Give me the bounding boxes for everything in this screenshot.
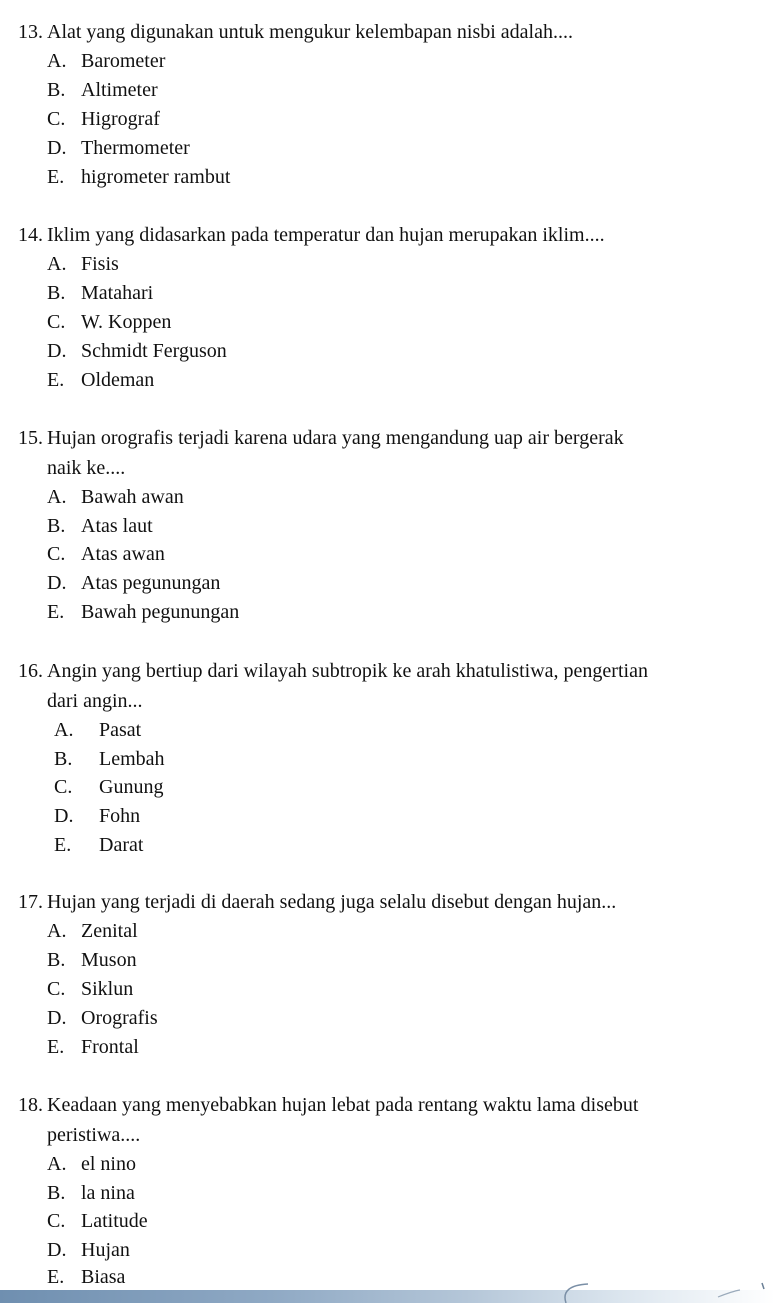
option-text: Frontal [81,1036,139,1058]
option-a [54,716,141,744]
question-text [18,18,573,46]
option-letter: E. [47,369,65,391]
option-text: higrometer rambut [81,166,231,188]
question-line: Angin yang bertiup dari wilayah subtropik ke arah khatulistiwa, pengertian [47,660,648,682]
option-letter: D. [54,805,74,827]
option-text: Fisis [81,253,119,275]
question-number: 18. [18,1094,43,1116]
option-letter: A. [47,920,67,942]
question-line: Hujan orografis terjadi karena udara yang mengandung uap air bergerak [47,427,624,449]
option-text: Gunung [99,776,164,798]
option-text: Oldeman [81,369,155,391]
option-text: Darat [99,834,144,856]
option-letter: A. [47,50,67,72]
option-text: Hujan [81,1239,130,1261]
option-letter: E. [47,1266,65,1288]
option-e [47,598,239,626]
option-letter: A. [54,719,74,741]
option-text: Thermometer [81,137,190,159]
option-d [47,569,220,597]
option-letter: E. [47,1036,65,1058]
option-a [47,483,184,511]
option-letter: C. [47,1210,66,1232]
option-c [47,105,160,133]
option-letter: B. [47,282,66,304]
option-letter: C. [47,108,66,130]
option-c [47,975,133,1003]
question-text [18,221,605,249]
option-letter: A. [47,1153,67,1175]
option-d [47,1004,158,1032]
option-text: Zenital [81,920,138,942]
option-text: Muson [81,949,137,971]
question-line: Keadaan yang menyebabkan hujan lebat pada rentang waktu lama disebut [47,1094,639,1116]
option-a [47,1150,136,1178]
option-text: Fohn [99,805,141,827]
question-number: 16. [18,660,43,682]
option-letter: E. [47,601,65,623]
option-text: el nino [81,1153,136,1175]
question-line: Hujan yang terjadi di daerah sedang juga selalu disebut dengan hujan... [47,891,617,913]
option-letter: C. [54,776,73,798]
option-letter: A. [47,486,67,508]
option-text: Orografis [81,1007,158,1029]
option-letter: D. [47,340,67,362]
option-b [47,946,137,974]
option-text: Matahari [81,282,154,304]
option-letter: E. [54,834,72,856]
option-letter: D. [47,137,67,159]
option-text: Schmidt Ferguson [81,340,227,362]
option-text: Bawah awan [81,486,184,508]
option-b [47,512,153,540]
option-letter: C. [47,311,66,333]
option-e [47,1033,139,1061]
option-a [47,47,165,75]
question-line-continued: peristiwa.... [47,1124,141,1146]
option-text: Pasat [99,719,142,741]
option-text: Biasa [81,1266,126,1288]
question-text [18,1091,638,1119]
option-d [47,1236,130,1264]
question-number: 15. [18,427,43,449]
option-b [54,745,165,773]
option-text: Latitude [81,1210,148,1232]
option-a [47,250,119,278]
question-number: 17. [18,891,43,913]
option-letter: C. [47,543,66,565]
question-text [18,888,616,916]
option-letter: C. [47,978,66,1000]
option-c [47,540,165,568]
question-text [18,657,648,685]
option-text: Barometer [81,50,166,72]
option-d [47,134,190,162]
question-number: 13. [18,21,43,43]
option-c [47,1207,148,1235]
question-text [18,424,624,452]
option-c [47,308,171,336]
option-text: la nina [81,1182,135,1204]
question-line-continued: dari angin... [47,690,143,712]
option-e [47,366,154,394]
question-line: Iklim yang didasarkan pada temperatur dan hujan merupakan iklim.... [47,224,605,246]
option-letter: D. [47,572,67,594]
question-line: Alat yang digunakan untuk mengukur kelembapan nisbi adalah.... [47,21,573,43]
option-d [47,337,227,365]
option-c [54,773,163,801]
option-e [54,831,143,859]
option-letter: D. [47,1007,67,1029]
option-text: Atas awan [81,543,165,565]
footer-swoosh-decoration [548,1281,768,1303]
option-letter: D. [47,1239,67,1261]
option-letter: B. [54,748,73,770]
question-line-continued: naik ke.... [47,457,126,479]
option-e [47,1263,125,1291]
option-text: Lembah [99,748,165,770]
option-a [47,917,138,945]
option-text: Atas laut [81,515,153,537]
option-text: Altimeter [81,79,158,101]
question-number: 14. [18,224,43,246]
option-b [47,279,153,307]
option-b [47,76,158,104]
option-e [47,163,230,191]
option-letter: B. [47,515,66,537]
option-text: Siklun [81,978,134,1000]
option-letter: B. [47,79,66,101]
option-letter: B. [47,949,66,971]
option-text: Atas pegunungan [81,572,221,594]
option-text: Higrograf [81,108,160,130]
option-text: W. Koppen [81,311,172,333]
option-letter: A. [47,253,67,275]
option-letter: B. [47,1182,66,1204]
option-b [47,1179,135,1207]
option-letter: E. [47,166,65,188]
option-d [54,802,140,830]
option-text: Bawah pegunungan [81,601,240,623]
